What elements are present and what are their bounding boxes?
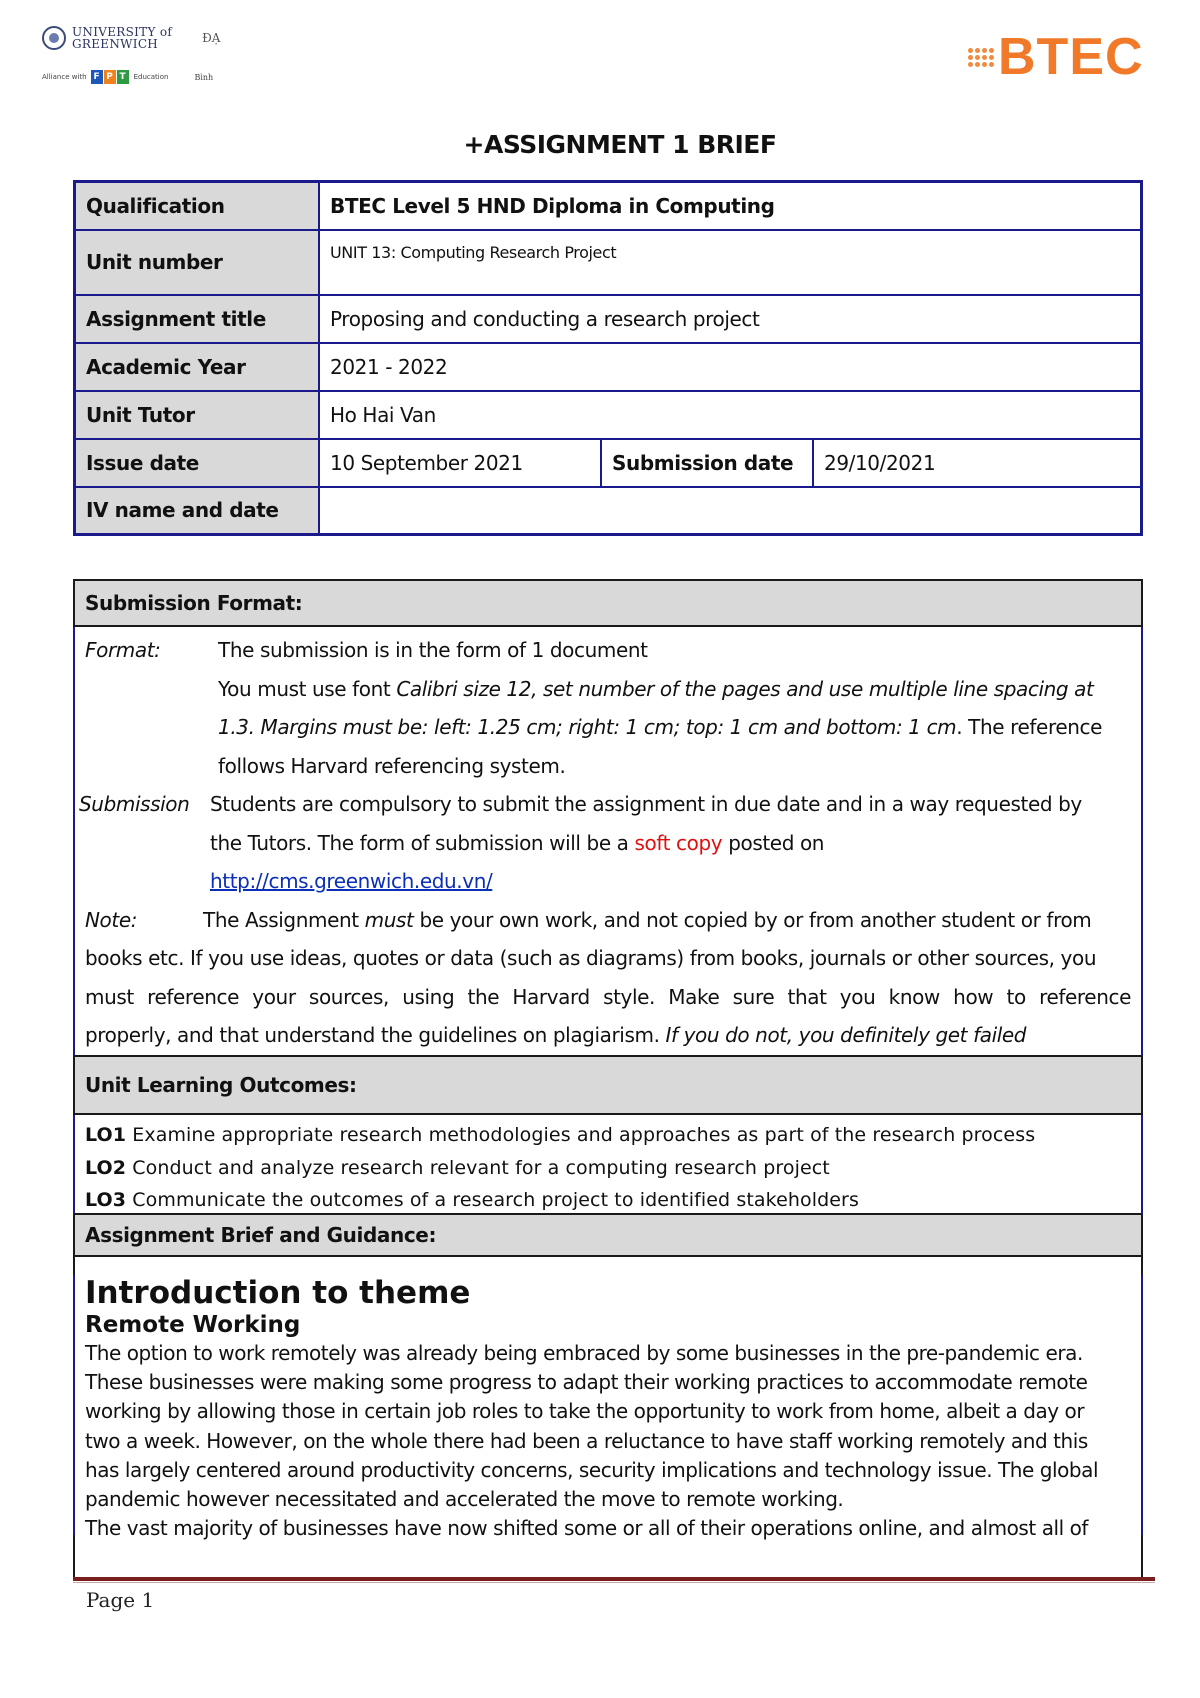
da-text: ĐẠ — [202, 31, 221, 45]
note-label: Note: — [85, 907, 138, 932]
learning-outcomes-section — [73, 1115, 1143, 1215]
format-text: . The reference — [956, 715, 1103, 739]
footer-divider-thin — [73, 1582, 1155, 1583]
fpt-alliance-logo — [42, 70, 222, 84]
issue-date-label: Issue date — [75, 439, 320, 487]
btec-wordmark: BTEC — [998, 28, 1144, 86]
binh-text: Bình — [194, 72, 214, 82]
note-text: be your own work, and not copied by or from another student or from — [413, 907, 1092, 932]
note-text: books etc. If you use ideas, quotes or data (such as diagrams) from books, journals or other sources, you — [85, 946, 1097, 970]
note-text: The Assignment — [203, 907, 365, 932]
lo-code: LO2 — [85, 1156, 127, 1179]
table-row — [75, 182, 1142, 230]
university-greenwich-logo — [42, 26, 222, 98]
paragraph-line: These businesses were making some progress to adapt their working practices to accommodate remote — [85, 1370, 1088, 1395]
table-row — [75, 343, 1142, 391]
unit-tutor-value: Ho Hai Van — [319, 391, 1142, 439]
table-row — [75, 295, 1142, 343]
lo-text: Conduct and analyze research relevant for a computing research project — [126, 1156, 830, 1179]
format-text: follows Harvard referencing system. — [218, 753, 566, 778]
paragraph-line: pandemic however necessitated and accelerated the move to remote working. — [85, 1486, 844, 1511]
assignment-title-value: Proposing and conducting a research project — [319, 295, 1142, 343]
format-label: Format: — [85, 638, 161, 662]
submission-date-value: 29/10/2021 — [813, 439, 1142, 487]
table-row — [75, 391, 1142, 439]
paragraph-line: two a week. However, on the whole there had been a reluctance to have staff working remotely and this — [85, 1428, 1088, 1453]
format-line — [75, 708, 1141, 747]
list-item — [75, 1184, 1141, 1217]
assignment-title-label: Assignment title — [75, 295, 320, 343]
intro-paragraph — [75, 1339, 1141, 1543]
table-row — [75, 439, 1142, 487]
lo-text: Communicate the outcomes of a research project to identified stakeholders — [126, 1189, 859, 1211]
format-text-italic: Calibri size 12, set number of the pages and use multiple line spacing at — [396, 676, 1094, 701]
note-text-italic: If you do not, you definitely get failed — [665, 1023, 1027, 1047]
format-line — [75, 631, 1141, 670]
fpt-logo-icon — [91, 70, 130, 84]
university-name: UNIVERSITY of GREENWICH — [72, 25, 173, 51]
alliance-left-text: Alliance with — [42, 73, 87, 81]
guidance-heading: Assignment Brief and Guidance: — [75, 1215, 1141, 1257]
page-number: Page 1 — [86, 1588, 155, 1612]
btec-dots-icon — [968, 48, 994, 67]
lo-code: LO1 — [85, 1124, 127, 1146]
submission-format-heading: Submission Format: — [75, 581, 1141, 627]
unit-tutor-label: Unit Tutor — [75, 391, 320, 439]
format-text: The submission is in the form of 1 document — [218, 638, 648, 662]
paragraph-line: The option to work remotely was already being embraced by some businesses in the pre-pandemic era. — [85, 1341, 1083, 1365]
academic-year-value: 2021 - 2022 — [319, 343, 1142, 391]
note-line — [75, 1016, 1141, 1055]
format-text-italic: 1.3. Margins must be: left: 1.25 cm; right: 1 cm; top: 1 cm and bottom: 1 cm — [218, 715, 957, 739]
intro-subheading: Remote Working — [85, 1312, 301, 1338]
fpt-letter: P — [104, 70, 116, 84]
submission-line — [75, 862, 1141, 901]
note-text-italic: must — [364, 907, 414, 932]
submission-text: Students are compulsory to submit the assignment in due date and in a way requested by — [210, 792, 1082, 816]
format-line — [75, 670, 1141, 709]
university-crest-icon — [42, 26, 66, 50]
qualification-value: BTEC Level 5 HND Diploma in Computing — [319, 182, 1142, 230]
paragraph-line: The vast majority of businesses have now shifted some or all of their operations online, and almost all of — [85, 1516, 1088, 1541]
assignment-info-table — [73, 180, 1143, 536]
btec-logo — [968, 28, 1176, 86]
note-text: must reference your sources, using the Harvard style. Make sure that you know how to reference — [85, 984, 1131, 1009]
unit-number-value: UNIT 13: Computing Research Project — [319, 230, 1142, 295]
table-row — [75, 487, 1142, 535]
cms-link[interactable]: http://cms.greenwich.edu.vn/ — [210, 869, 493, 893]
format-line — [75, 747, 1141, 786]
format-text: You must use font — [218, 676, 397, 701]
note-line — [75, 901, 1141, 940]
paragraph-line: has largely centered around productivity concerns, security implications and technology issue. The global — [85, 1457, 1099, 1482]
note-line — [75, 978, 1141, 1017]
qualification-label: Qualification — [75, 182, 320, 230]
intro-heading: Introduction to theme — [85, 1275, 471, 1311]
lo-code: LO3 — [85, 1189, 127, 1211]
paragraph-line: working by allowing those in certain job roles to take the opportunity to work from home, albeit a day or — [85, 1399, 1085, 1424]
submission-label: Submission — [79, 792, 190, 816]
submission-text: posted on — [722, 830, 825, 855]
guidance-section — [73, 1275, 1143, 1541]
fpt-letter: F — [91, 70, 103, 84]
list-item — [75, 1152, 1141, 1185]
document-title: +ASSIGNMENT 1 BRIEF — [463, 130, 777, 159]
soft-copy-text: soft copy — [634, 830, 723, 855]
iv-name-date-label: IV name and date — [75, 487, 320, 535]
fpt-letter: T — [117, 70, 129, 84]
academic-year-label: Academic Year — [75, 343, 320, 391]
iv-name-date-value — [319, 487, 1142, 535]
table-row — [75, 230, 1142, 295]
note-line — [75, 939, 1141, 978]
learning-outcomes-heading: Unit Learning Outcomes: — [75, 1057, 1141, 1115]
alliance-right-text: Education — [133, 73, 169, 81]
submission-date-label: Submission date — [601, 439, 813, 487]
issue-date-value: 10 September 2021 — [319, 439, 601, 487]
submission-format-section — [73, 627, 1143, 1057]
lo-text: Examine appropriate research methodologies and approaches as part of the research process — [126, 1124, 1036, 1146]
submission-line — [75, 824, 1141, 863]
list-item — [75, 1119, 1141, 1152]
note-text: properly, and that understand the guidelines on plagiarism. — [85, 1023, 666, 1047]
submission-text: the Tutors. The form of submission will be a — [210, 830, 635, 855]
submission-line — [75, 785, 1141, 824]
unit-number-label: Unit number — [75, 230, 320, 295]
assignment-brief-box — [73, 579, 1143, 1581]
footer-divider — [73, 1577, 1155, 1581]
